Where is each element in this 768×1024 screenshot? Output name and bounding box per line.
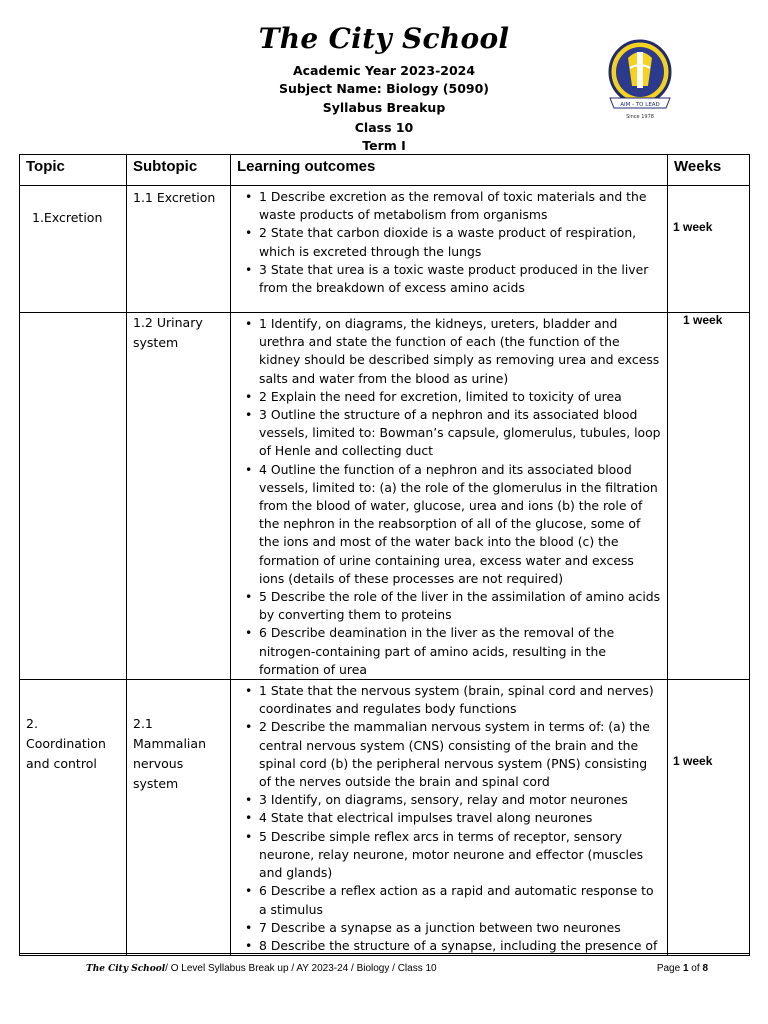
list-item: • 2 Describe the mammalian nervous system in terms of: (a) the central nervous system (CNS) consisting of the brain and the spinal cord (b) the peripheral nervous system (PNS) consisting of the nerves outside the brain and spinal cord [243, 718, 663, 791]
doc-type: Syllabus Breakup [322, 100, 446, 115]
list-item: • 6 Describe deamination in the liver as the removal of the nitrogen-containing part of amino acids, resulting in the formation of urea [243, 624, 663, 679]
academic-year: Academic Year 2023-2024 [292, 63, 476, 78]
footer-path: / O Level Syllabus Break up / AY 2023-24 / Biology / Class 10 [165, 963, 437, 974]
list-item: • 5 Describe simple reflex arcs in terms of receptor, sensory neurone, relay neurone, motor neurone and effector (muscles and glands) [243, 828, 663, 883]
page-total: 8 [702, 963, 708, 974]
list-item: • 1 Identify, on diagrams, the kidneys, ureters, bladder and urethra and state the function of each (the function of the kidney should be described simply as removing urea and excess salts and water from the blood as urine) [243, 315, 663, 388]
page-of: of [688, 963, 703, 974]
school-title: The City School [258, 22, 510, 55]
header-topic: Topic [20, 155, 127, 186]
topic-cell [20, 680, 127, 956]
weeks-cell [668, 680, 750, 956]
list-item: • 4 Outline the function of a nephron and its associated blood vessels, limited to: (a) the role of the glomerulus in the filtration from the blood of water, glucose, urea and ions (b) the role of the nephron in the reabsorption of all of the glucose, some of the ions and most of the water back into the blood (c) the formation of urine containing urea, excess water and excess ions (details of these processes are not required) [243, 461, 663, 588]
outcomes-cell [231, 313, 668, 680]
list-item: • 4 State that electrical impulses travel along neurones [243, 809, 663, 827]
term-label: Term I [362, 138, 406, 153]
outcomes-cell [231, 680, 668, 956]
table-row [20, 313, 750, 680]
footer-text [86, 963, 437, 974]
page-number [657, 963, 708, 974]
list-item: • 6 Describe a reflex action as a rapid and automatic response to a stimulus [243, 882, 663, 918]
header-subtopic: Subtopic [127, 155, 231, 186]
weeks-cell [668, 186, 750, 313]
topic-cell [20, 313, 127, 680]
header-outcomes: Learning outcomes [231, 155, 668, 186]
logo-motto: AIM - TO LEAD [620, 102, 660, 108]
list-item: • 1 Describe excretion as the removal of toxic materials and the waste products of metabolism from organisms [243, 188, 663, 224]
list-item: • 7 Describe a synapse as a junction between two neurones [243, 919, 663, 937]
list-item: • 3 Outline the structure of a nephron and its associated blood vessels, limited to: Bowman’s capsule, glomerulus, tubules, loop of Henle and collecting duct [243, 406, 663, 461]
subtopic-text: 1.1 Excretion [133, 190, 216, 205]
subtopic-cell [127, 313, 231, 680]
page-prefix: Page [656, 963, 683, 974]
list-item: • 3 State that urea is a toxic waste product produced in the liver from the breakdown of excess amino acids [243, 261, 663, 297]
table-header-row [20, 155, 750, 186]
logo-since: Since 1978 [626, 114, 654, 120]
table-row [20, 186, 750, 313]
list-item: • 2 State that carbon dioxide is a waste product of respiration, which is excreted through the lungs [243, 224, 663, 260]
class-label: Class 10 [354, 120, 414, 135]
subtopic-text: 2.1 Mammalian nervous system [133, 716, 206, 792]
outcomes-cell [231, 186, 668, 313]
list-item: • 3 Identify, on diagrams, sensory, relay and motor neurones [243, 791, 663, 809]
footer-divider [19, 953, 749, 954]
list-item: • 8 Describe the structure of a synapse, including the presence of [243, 937, 663, 955]
syllabus-table [19, 154, 750, 956]
weeks-text: 1 week [673, 754, 713, 769]
list-item: • 1 State that the nervous system (brain, spinal cord and nerves) coordinates and regulates body functions [243, 682, 663, 718]
table-row [20, 680, 750, 956]
weeks-text: 1 week [673, 220, 713, 234]
subtopic-cell [127, 680, 231, 956]
school-logo [604, 38, 676, 122]
subtopic-text: 1.2 Urinary system [133, 315, 203, 350]
header-weeks: Weeks [668, 155, 750, 186]
subtopic-cell [127, 186, 231, 313]
weeks-cell [668, 313, 750, 680]
weeks-text: 1 week [683, 313, 723, 327]
list-item: • 2 Explain the need for excretion, limited to toxicity of urea [243, 388, 663, 406]
footer-school: The City School [86, 964, 166, 974]
subject-name: Subject Name: Biology (5090) [278, 81, 490, 96]
topic-text: 1.Excretion [32, 210, 103, 225]
topic-cell [20, 186, 127, 313]
topic-text: 2. Coordination and control [26, 716, 106, 772]
page-current: 1 [682, 963, 689, 974]
list-item: • 5 Describe the role of the liver in the assimilation of amino acids by converting them to proteins [243, 588, 663, 624]
